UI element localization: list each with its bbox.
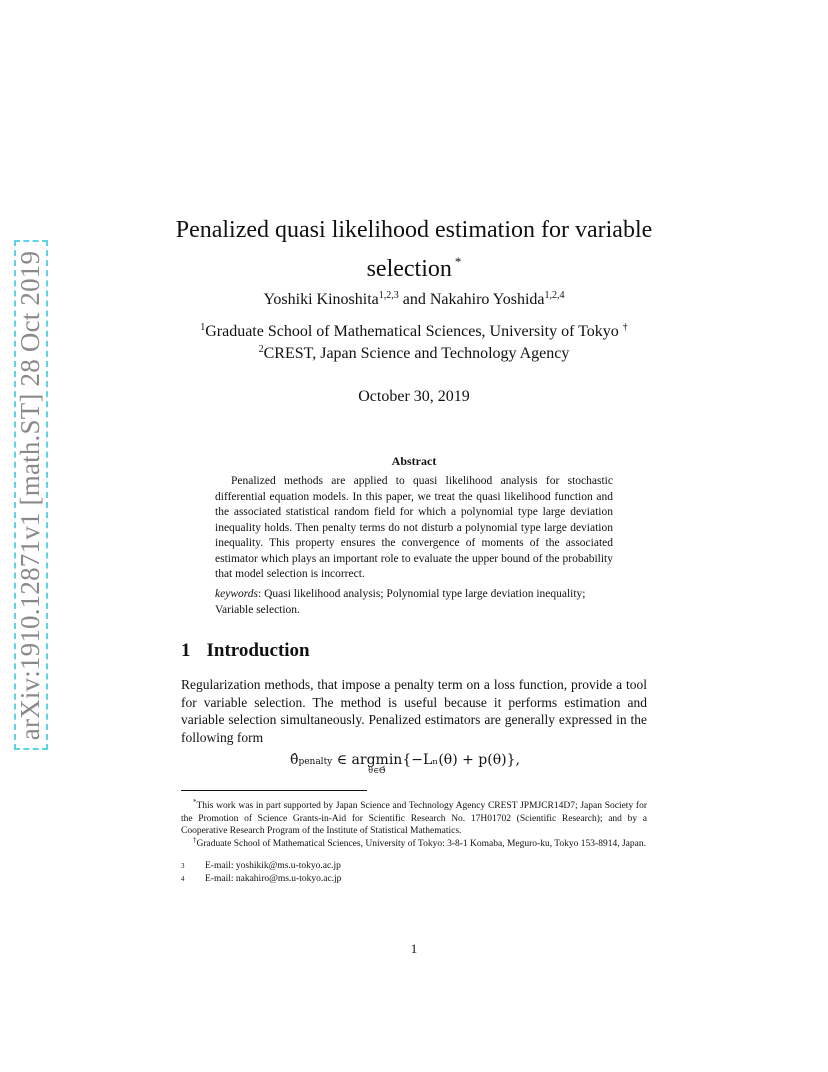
equation-rhs: {−Lₙ(θ) + p(θ)}, bbox=[402, 752, 520, 768]
footnote-rule bbox=[181, 790, 367, 791]
footnote-1-text: This work was in part supported by Japan Science and Technology Agency CREST JPMJCR14D7; Japan Society for the Promotion of Science Grants-in-Aid for Scientific Research No. 17H01702 (Scientific Research); and by a Cooperative Research Program of the Institute of Statistical Mathematics. bbox=[181, 801, 647, 836]
section-heading bbox=[181, 640, 310, 662]
section-number: 1 bbox=[181, 640, 191, 661]
footnote-2-text: Graduate School of Mathematical Sciences, University of Tokyo: 3-8-1 Komaba, Meguro-ku, Tokyo 153-8914, Japan. bbox=[196, 839, 646, 849]
affiliation-1-text: Graduate School of Mathematical Sciences, University of Tokyo bbox=[205, 323, 619, 340]
footnote-3 bbox=[181, 860, 647, 873]
equation-op-under: θ∈Θ̄ bbox=[368, 766, 386, 775]
display-equation bbox=[290, 752, 590, 775]
affiliation-2 bbox=[150, 344, 678, 363]
keywords-label: keywords bbox=[215, 588, 259, 600]
footnote-4-mark: 4 bbox=[181, 875, 185, 883]
keywords-text: : Quasi likelihood analysis; Polynomial type large deviation inequality; Variable selection. bbox=[215, 588, 586, 616]
author-list bbox=[150, 290, 678, 309]
footnote-2 bbox=[181, 834, 647, 851]
equation-lhs: θ̂ bbox=[290, 752, 299, 768]
title-line-2-text: selection bbox=[366, 256, 452, 282]
author-2-affil: 1,2,4 bbox=[544, 290, 565, 301]
paper-date: October 30, 2019 bbox=[358, 388, 470, 405]
footnote-3-text: E-mail: yoshikik@ms.u-tokyo.ac.jp bbox=[205, 861, 341, 871]
author-1-affil: 1,2,3 bbox=[378, 290, 399, 301]
footnote-3-mark: 3 bbox=[181, 862, 185, 870]
paper-title bbox=[150, 214, 678, 285]
abstract-heading: Abstract bbox=[391, 454, 437, 468]
footnote-4-text: E-mail: nakahiro@ms.u-tokyo.ac.jp bbox=[205, 874, 342, 884]
equation-argmin bbox=[352, 752, 403, 775]
arxiv-stamp bbox=[14, 240, 48, 750]
intro-paragraph: Regularization methods, that impose a penalty term on a loss function, provide a tool for variable selection. The method is useful because it performs estimation and variable selection simultaneously. Penalized estimators are generally expressed in the following form bbox=[181, 677, 647, 745]
author-connector: and bbox=[402, 291, 426, 308]
affiliation-1-sup: 1 bbox=[200, 322, 206, 333]
keywords bbox=[215, 587, 613, 618]
equation-rel: ∈ bbox=[332, 752, 352, 768]
section-title: Introduction bbox=[206, 640, 310, 661]
page-number: 1 bbox=[410, 941, 418, 956]
footnote-1 bbox=[181, 796, 647, 838]
affiliation-2-sup: 2 bbox=[258, 344, 264, 355]
title-line-1: Penalized quasi likelihood estimation for variable bbox=[175, 217, 653, 243]
affiliation-1 bbox=[150, 322, 678, 341]
title-footnote-mark: * bbox=[454, 254, 462, 269]
footnote-1-mark: * bbox=[193, 798, 197, 806]
title-line-2 bbox=[150, 246, 678, 285]
equation-op: argmin bbox=[351, 752, 403, 768]
affiliation-2-text: CREST, Japan Science and Technology Agency bbox=[263, 345, 570, 362]
equation-lhs-sub: penalty bbox=[298, 757, 333, 767]
arxiv-id-text: arXiv:1910.12871v1 [math.ST] 28 Oct 2019 bbox=[15, 250, 46, 740]
author-2: Nakahiro Yoshida bbox=[429, 291, 545, 308]
footnote-4 bbox=[181, 873, 647, 886]
author-1: Yoshiki Kinoshita bbox=[263, 291, 379, 308]
affiliation-1-mark: † bbox=[622, 322, 628, 333]
abstract-body: Penalized methods are applied to quasi likelihood analysis for stochastic differential equation models. In this paper, we treat the quasi likelihood function and the associated statistical random field for which a polynomial type large deviation inequality holds. Then penalty terms do not disturb a polynomial type large deviation inequality. This property ensures the convergence of moments of the associated estimator which plays an important role to evaluate the upper bound of the probability that model selection is incorrect. bbox=[215, 475, 613, 580]
footnote-2-mark: † bbox=[193, 836, 197, 844]
